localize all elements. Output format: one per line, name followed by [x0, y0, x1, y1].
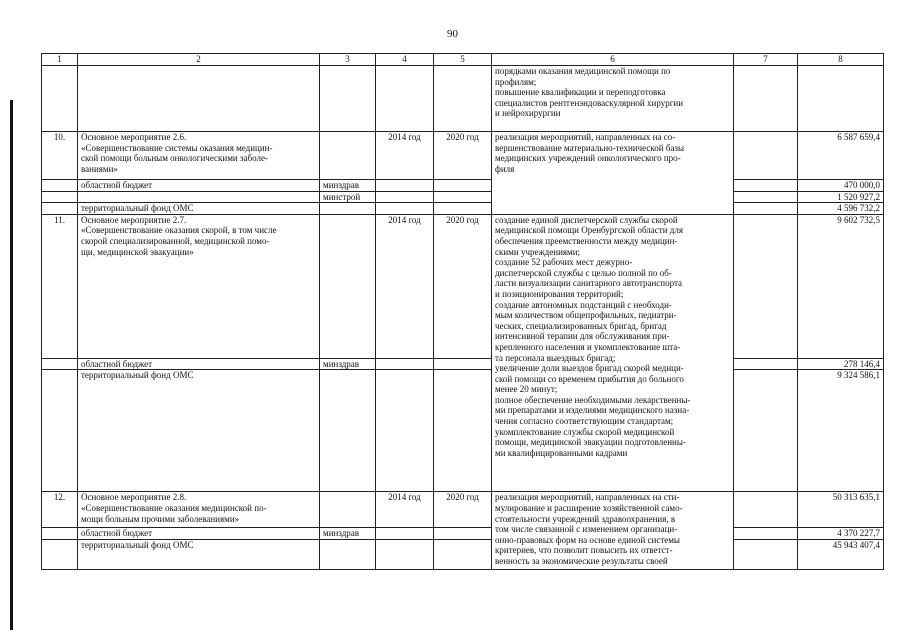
cell: [434, 180, 492, 192]
binding-edge-line: [10, 100, 13, 630]
cell: [734, 370, 798, 492]
page-number: 90: [447, 28, 458, 40]
cell: [434, 191, 492, 203]
col-header: 1: [42, 54, 78, 66]
cell: [734, 214, 798, 358]
col-header: 6: [492, 54, 734, 66]
cell: [376, 191, 434, 203]
table-row: [42, 358, 884, 370]
table-row: [42, 203, 884, 215]
executor: [320, 492, 376, 528]
col-header: 8: [798, 54, 884, 66]
cell: [376, 203, 434, 215]
table-row: [42, 528, 884, 540]
measure-title: Основное мероприятие 2.6. «Совершенствование системы оказания медицин- ской помощи больным онкологическими заболе- ваниями»: [78, 132, 320, 180]
amount: 4 370 227,7: [798, 528, 884, 540]
cell: [42, 370, 78, 492]
cell: [734, 539, 798, 569]
cell: [42, 180, 78, 192]
cell: [734, 180, 798, 192]
cell: [376, 539, 434, 569]
cell: [376, 528, 434, 540]
total-amount: 9 602 732,5: [798, 214, 884, 358]
funding-source: территориальный фонд ОМС: [78, 539, 320, 569]
amount: 470 000,0: [798, 180, 884, 192]
cell: [42, 191, 78, 203]
cell: [376, 370, 434, 492]
cell: [734, 492, 798, 528]
end-year: 2020 год: [434, 132, 492, 180]
cell: [42, 539, 78, 569]
executor: [320, 132, 376, 180]
cell: [734, 132, 798, 180]
cell: [434, 539, 492, 569]
funding-source: территориальный фонд ОМС: [78, 203, 320, 215]
executor: минздрав: [320, 180, 376, 192]
executor: минздрав: [320, 528, 376, 540]
row-number: 10.: [42, 132, 78, 180]
row-description: порядками оказания медицинской помощи по профилям; повышение квалификации и переподготовка специалистов рентгенэндоваскулярной хирургии и нейрохирургии: [492, 66, 734, 132]
cell: [434, 358, 492, 370]
executor: минздрав: [320, 358, 376, 370]
cell: [434, 66, 492, 132]
cell: [734, 66, 798, 132]
amount: 45 943 407,4: [798, 539, 884, 569]
column-number-row: [42, 54, 884, 66]
cell: [376, 66, 434, 132]
row-number: 12.: [42, 492, 78, 528]
executor: [320, 214, 376, 358]
funding-source: областной бюджет: [78, 528, 320, 540]
cell: [42, 358, 78, 370]
row-description: создание единой диспетчерской службы скорой медицинской помощи Оренбургской области для обеспечения преемственности между медицин- скими учреждениями; создание 52 рабочих мест дежурно- диспетчерской службы с целью полной по об- ласти визуализации санитарного автотранспорта и позиционирования территорий; создание автономных подстанций с необходи- мым количеством общепрофильных, педиатри- ческих, специализированных бригад, бригад интенсивной терапии для обслуживания при- крепленного населения и укомплектование шта- та персонала выездных бригад; увеличение доли выездов бригад скорой медици- ской помощи со временем прибытия до больного менее 20 минут; полное обеспечение необходимыми лекарственны- ми препаратами и изделиями медицинского назна- чения согласно соответствующим стандартам; укомплектование службы скорой медицинской помощи, медицинской эвакуации подготовленны- ми квалифицированными кадрами: [492, 214, 734, 492]
col-header: 2: [78, 54, 320, 66]
funding-source: областной бюджет: [78, 180, 320, 192]
total-amount: 6 587 659,4: [798, 132, 884, 180]
cell: [376, 358, 434, 370]
cell: [734, 191, 798, 203]
row-description: реализация мероприятий, направленных на сти- мулирование и расширение хозяйственной само- стоятельности учреждений здравоохранения, в том числе связанной с изменением организаци- онно-правовых форм на основе единой системы критериев, что позволит повысить их ответст- венность за экономические результаты своей: [492, 492, 734, 570]
end-year: 2020 год: [434, 214, 492, 358]
table-row: [42, 132, 884, 180]
cell: [42, 528, 78, 540]
table-row: [42, 539, 884, 569]
executor: минстрой: [320, 191, 376, 203]
table-row: [42, 191, 884, 203]
funding-source: областной бюджет: [78, 358, 320, 370]
executor: [320, 203, 376, 215]
table-row: [42, 214, 884, 358]
cell: [320, 66, 376, 132]
row-number: 11.: [42, 214, 78, 358]
end-year: 2020 год: [434, 492, 492, 528]
amount: 1 520 927,2: [798, 191, 884, 203]
cell: [734, 358, 798, 370]
table-row: [42, 66, 884, 132]
executor: [320, 370, 376, 492]
cell: [434, 203, 492, 215]
col-header: 4: [376, 54, 434, 66]
amount: 9 324 586,1: [798, 370, 884, 492]
col-header: 7: [734, 54, 798, 66]
amount: 4 596 732,2: [798, 203, 884, 215]
table-row: [42, 180, 884, 192]
funding-source: территориальный фонд ОМС: [78, 370, 320, 492]
table-row: [42, 370, 884, 492]
cell: [42, 66, 78, 132]
amount: 278 146,4: [798, 358, 884, 370]
col-header: 3: [320, 54, 376, 66]
start-year: 2014 год: [376, 492, 434, 528]
executor: [320, 539, 376, 569]
cell: [734, 528, 798, 540]
cell: [78, 66, 320, 132]
total-amount: 50 313 635,1: [798, 492, 884, 528]
measure-title: Основное мероприятие 2.8. «Совершенствование оказания медицинской по- мощи больным прочими заболеваниями»: [78, 492, 320, 528]
start-year: 2014 год: [376, 132, 434, 180]
measure-title: Основное мероприятие 2.7. «Совершенствование оказания скорой, в том числе скорой специализированной, медицинской помо- щи, медицинской эвакуации»: [78, 214, 320, 358]
cell: [42, 203, 78, 215]
cell: [376, 180, 434, 192]
row-description: реализация мероприятий, направленных на со- вершенствование материально-технической базы медицинских учреждений онкологического про- филя: [492, 132, 734, 215]
cell: [434, 370, 492, 492]
col-header: 5: [434, 54, 492, 66]
funding-source: [78, 191, 320, 203]
program-table: [41, 53, 884, 570]
cell: [798, 66, 884, 132]
start-year: 2014 год: [376, 214, 434, 358]
table-row: [42, 492, 884, 528]
cell: [434, 528, 492, 540]
cell: [734, 203, 798, 215]
